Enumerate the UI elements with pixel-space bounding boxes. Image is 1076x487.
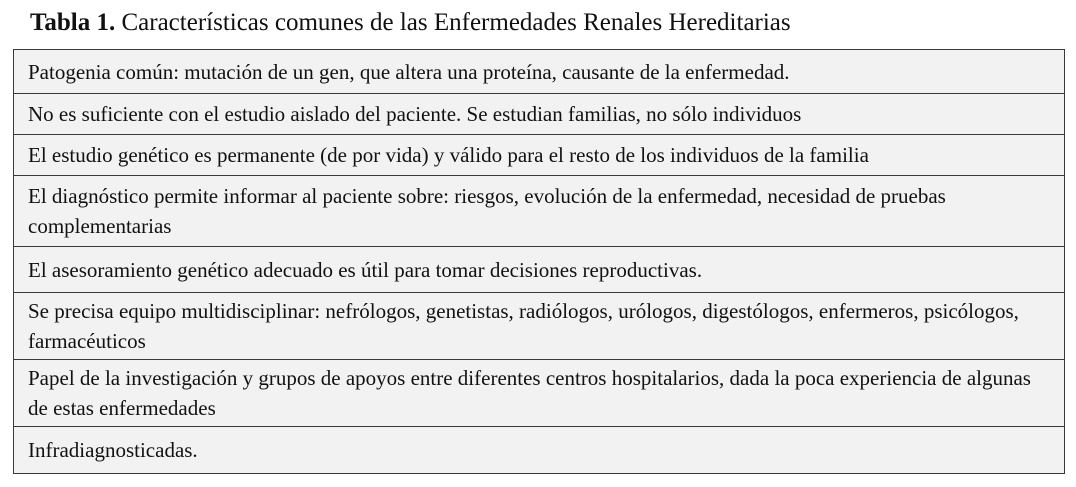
table-cell: No es suficiente con el estudio aislado del paciente. Se estudian familias, no sólo individuos [14, 94, 1065, 135]
table-cell: El estudio genético es permanente (de por vida) y válido para el resto de los individuos de la familia [14, 135, 1065, 176]
table-row [14, 360, 1065, 427]
table-row [14, 50, 1065, 94]
table-title-text: Características comunes de las Enfermedades Renales Hereditarias [121, 9, 791, 36]
table-row [14, 247, 1065, 293]
table-cell: Patogenia común: mutación de un gen, que altera una proteína, causante de la enfermedad. [14, 50, 1065, 94]
characteristics-table [13, 49, 1065, 474]
table-cell: Infradiagnosticadas. [14, 427, 1065, 474]
table-title [30, 6, 791, 40]
table-cell: El diagnóstico permite informar al paciente sobre: riesgos, evolución de la enfermedad, necesidad de pruebas complementarias [14, 176, 1065, 247]
table-cell: El asesoramiento genético adecuado es útil para tomar decisiones reproductivas. [14, 247, 1065, 293]
table-cell: Se precisa equipo multidisciplinar: nefrólogos, genetistas, radiólogos, urólogos, digestólogos, enfermeros, psicólogos, farmacéuticos [14, 293, 1065, 360]
table-row [14, 94, 1065, 135]
table-title-label: Tabla 1. [30, 9, 116, 36]
table-row [14, 176, 1065, 247]
table-row [14, 293, 1065, 360]
table-row [14, 427, 1065, 474]
table-row [14, 135, 1065, 176]
table-cell: Papel de la investigación y grupos de apoyos entre diferentes centros hospitalarios, dada la poca experiencia de algunas de estas enfermedades [14, 360, 1065, 427]
